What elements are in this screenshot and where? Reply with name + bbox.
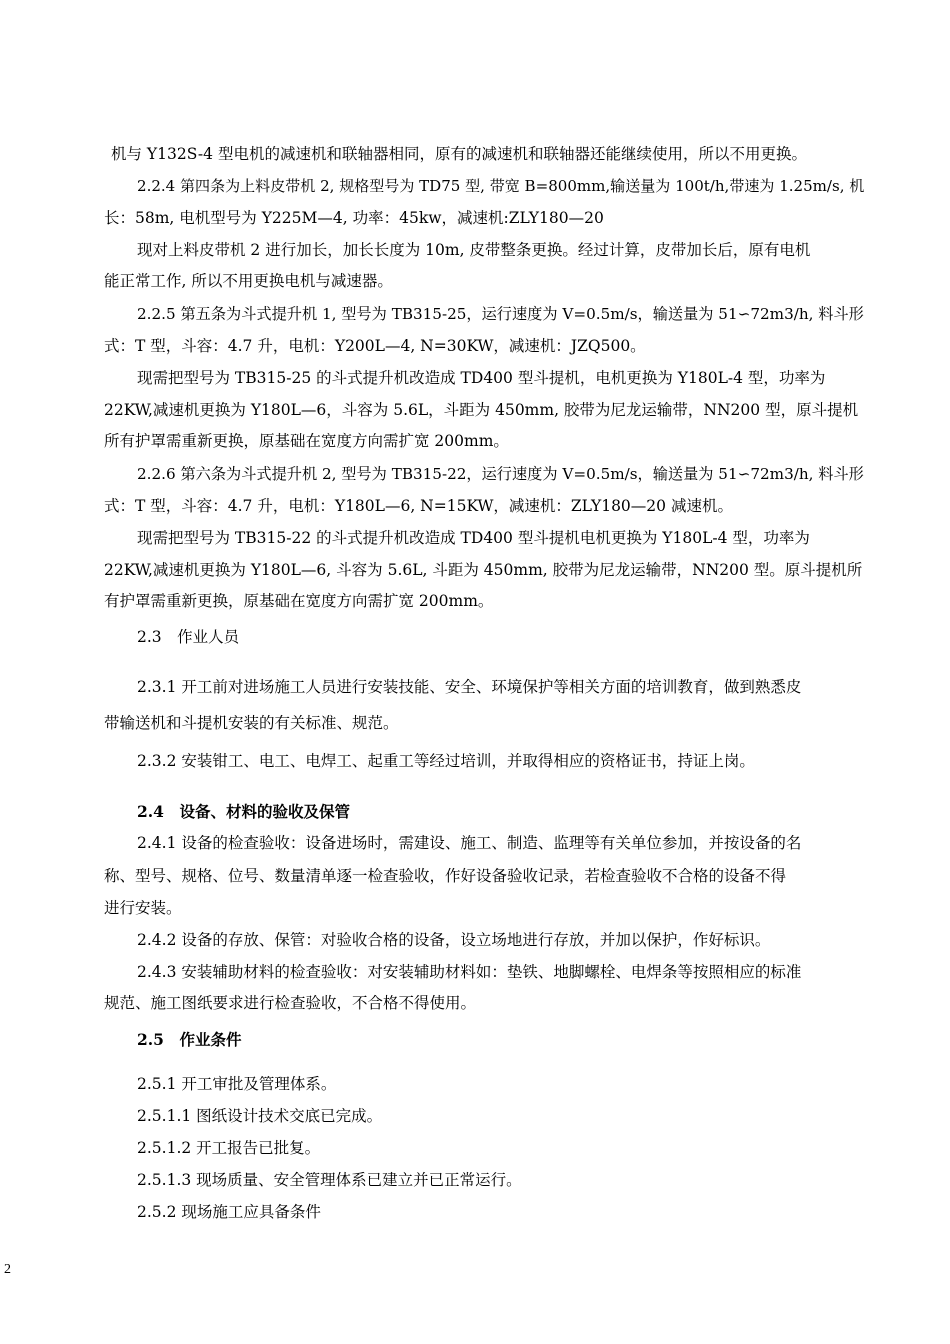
text-line: 2.5.1.2 开工报告已批复。 [137, 1139, 321, 1157]
text-line: 2.5.1 开工审批及管理体系。 [137, 1075, 337, 1093]
section-heading: 2.5 作业条件 [137, 1030, 242, 1049]
text-line [137, 176, 865, 196]
text-line: 式：T 型，斗容：4.7 升，电机：Y200L—4, N=30KW，减速机：JZQ500。 [104, 337, 646, 355]
text-line: 式：T 型，斗容：4.7 升，电机：Y180L—6, N=15KW，减速机：ZLY180—20 减速机。 [104, 497, 733, 515]
text-line: 2.3.2 安装钳工、电工、电焊工、起重工等经过培训，并取得相应的资格证书，持证上岗。 [137, 752, 755, 770]
text-line: 2.5.1.3 现场质量、安全管理体系已建立并已正常运行。 [137, 1171, 522, 1189]
text-line: 2.5.1.1 图纸设计技术交底已完成。 [137, 1107, 383, 1125]
text-line: 2.2.5 第五条为斗式提升机 1, 型号为 TB315-25，运行速度为 V=0.5m/s，输送量为 51∽72m3/h, 料斗形 [137, 305, 864, 323]
text-line: 22KW,减速机更换为 Y180L—6，斗容为 5.6L，斗距为 450mm, 胶带为尼龙运输带，NN200 型，原斗提机 [104, 401, 859, 419]
text-line: 2.2.6 第六条为斗式提升机 2, 型号为 TB315-22，运行速度为 V=0.5m/s，输送量为 51∽72m3/h, 料斗形 [137, 465, 864, 483]
text-line: 机与 Y132S-4 型电机的减速机和联轴器相同，原有的减速机和联轴器还能继续使用，所以不用更换。 [111, 145, 807, 163]
text-line: 2.4.2 设备的存放、保管：对验收合格的设备，设立场地进行存放，并加以保护，作好标识。 [137, 931, 771, 949]
text-line: 进行安装。 [104, 899, 182, 917]
text-line: 带输送机和斗提机安装的有关标准、规范。 [104, 714, 399, 732]
section-heading: 2.3 作业人员 [137, 628, 240, 646]
text-line: 所有护罩需重新更换，原基础在宽度方向需扩宽 200mm。 [104, 432, 509, 450]
text-line: 现需把型号为 TB315-25 的斗式提升机改造成 TD400 型斗提机，电机更换为 Y180L-4 型，功率为 [137, 369, 826, 387]
text-line: 22KW,减速机更换为 Y180L—6, 斗容为 5.6L, 斗距为 450mm, 胶带为尼龙运输带，NN200 型。原斗提机所 [104, 561, 863, 579]
text-line: 能正常工作, 所以不用更换电机与减速器。 [104, 272, 393, 290]
text-line: 称、型号、规格、位号、数量清单逐一检查验收，作好设备验收记录，若检查验收不合格的设备不得 [104, 867, 787, 885]
text-line: 2.4.1 设备的检查验收：设备进场时，需建设、施工、制造、监理等有关单位参加，并按设备的名 [137, 834, 802, 852]
text-line: 2.4.3 安装辅助材料的检查验收：对安装辅助材料如：垫铁、地脚螺栓、电焊条等按照相应的标准 [137, 963, 802, 981]
text-line: 现需把型号为 TB315-22 的斗式提升机改造成 TD400 型斗提机电机更换为 Y180L-4 型，功率为 [137, 529, 810, 547]
section-heading: 2.4 设备、材料的验收及保管 [137, 802, 350, 821]
text-segment: 2.2.4 第四条为上料皮带机 2, 规格型号为 TD75 型, 带宽 B=800mm,输送量为 100t/h,带速为 1.25m/s, 机 [137, 177, 865, 195]
text-line: 有护罩需重新更换，原基础在宽度方向需扩宽 200mm。 [104, 592, 494, 610]
text-line: 2.3.1 开工前对进场施工人员进行安装技能、安全、环境保护等相关方面的培训教育，做到熟悉皮 [137, 678, 802, 696]
text-line: 长：58m, 电机型号为 Y225M—4, 功率：45kw，减速机:ZLY180—20 [104, 209, 604, 227]
page-number: 2 [4, 1262, 11, 1277]
text-line: 现对上料皮带机 2 进行加长，加长长度为 10m, 皮带整条更换。经过计算，皮带加长后，原有电机 [137, 241, 811, 259]
text-line: 2.5.2 现场施工应具备条件 [137, 1203, 321, 1221]
text-line: 规范、施工图纸要求进行检查验收，不合格不得使用。 [104, 994, 477, 1012]
